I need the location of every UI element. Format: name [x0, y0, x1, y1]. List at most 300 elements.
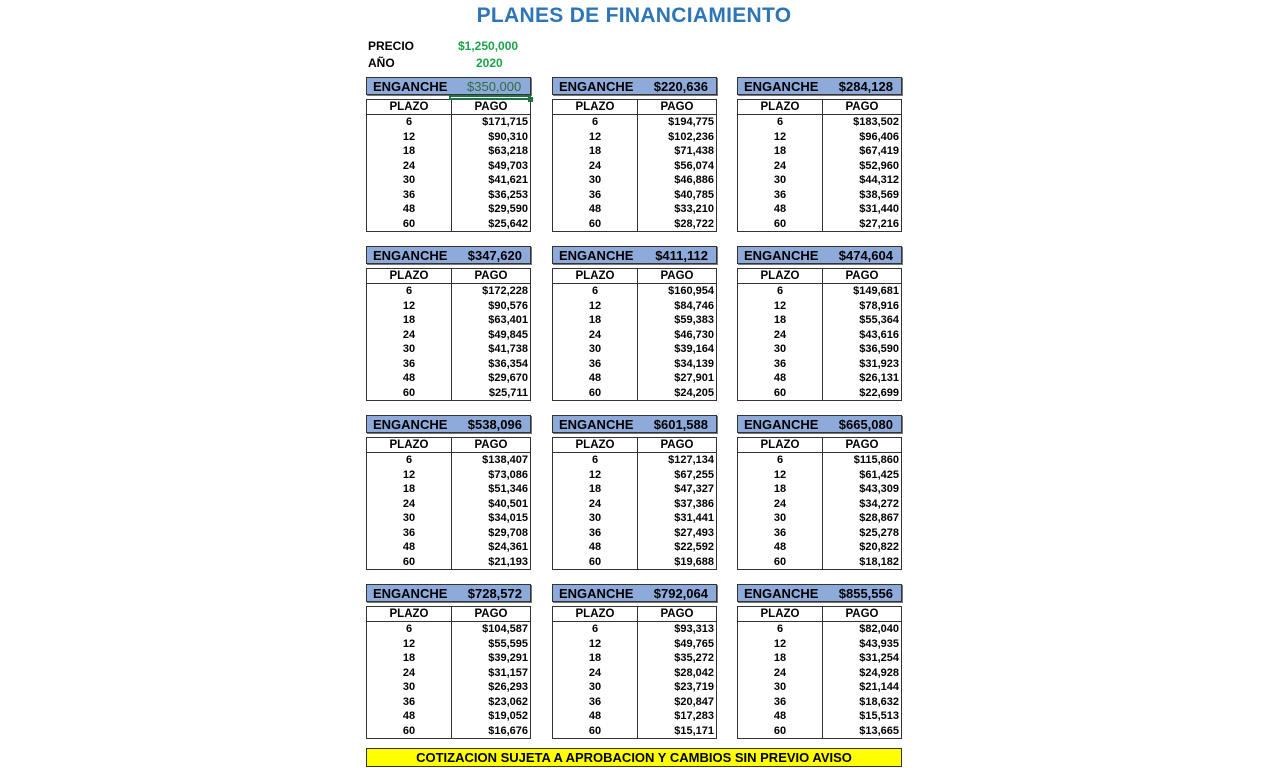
- table-row: [553, 159, 717, 174]
- table-header-row: [738, 100, 902, 115]
- pago-cell: $24,205: [674, 386, 714, 399]
- plazo-cell: 36: [553, 695, 638, 710]
- pago-header: PAGO: [823, 607, 902, 622]
- enganche-amount[interactable]: $350,000: [467, 78, 522, 94]
- pago-cell: $27,216: [859, 217, 899, 230]
- pago-cell: $55,364: [859, 314, 899, 327]
- plazo-cell: 48: [738, 371, 823, 386]
- table-row: [367, 709, 531, 724]
- table-row: [553, 284, 717, 299]
- plazo-cell: 48: [738, 202, 823, 217]
- pago-cell: $93,313: [674, 623, 714, 636]
- pago-cell: $34,139: [674, 357, 714, 370]
- table-row: [738, 115, 902, 130]
- table-row: [738, 555, 902, 570]
- table-row: [738, 159, 902, 174]
- plazo-cell: 60: [367, 386, 452, 401]
- table-row: [553, 680, 717, 695]
- table-row: [738, 540, 902, 555]
- pago-cell: $20,822: [859, 541, 899, 554]
- selected-cell-outline[interactable]: [449, 95, 531, 100]
- table-row: [553, 202, 717, 217]
- pago-cell: $13,665: [859, 724, 899, 737]
- payment-table: [366, 99, 531, 232]
- pago-cell: $171,715: [482, 116, 528, 129]
- plazo-cell: 6: [553, 115, 638, 130]
- table-header-row: [738, 269, 902, 284]
- plazo-cell: 60: [367, 217, 452, 232]
- table-row: [738, 497, 902, 512]
- enganche-amount: $474,604: [838, 247, 893, 263]
- pago-cell: $47,327: [674, 483, 714, 496]
- plazo-cell: 36: [738, 695, 823, 710]
- pago-cell: $115,860: [853, 454, 899, 467]
- plazo-cell: 24: [738, 328, 823, 343]
- pago-cell: $71,438: [674, 145, 714, 158]
- plazo-header: PLAZO: [367, 438, 452, 453]
- plan-block: [737, 77, 902, 232]
- pago-cell: $104,587: [482, 623, 528, 636]
- table-row: [367, 202, 531, 217]
- payment-table: [552, 99, 717, 232]
- enganche-label: ENGANCHE: [373, 585, 448, 601]
- enganche-header: [366, 415, 531, 433]
- plazo-cell: 24: [553, 328, 638, 343]
- plazo-cell: 60: [553, 386, 638, 401]
- table-row: [738, 386, 902, 401]
- table-row: [553, 342, 717, 357]
- table-header-row: [367, 607, 531, 622]
- table-header-row: [738, 607, 902, 622]
- table-row: [738, 637, 902, 652]
- disclaimer-banner: COTIZACION SUJETA A APROBACION Y CAMBIOS SIN PREVIO AVISO: [366, 748, 902, 767]
- anio-value[interactable]: 2020: [476, 56, 503, 70]
- table-header-row: [553, 100, 717, 115]
- table-row: [367, 115, 531, 130]
- table-row: [367, 666, 531, 681]
- pago-cell: $31,254: [859, 652, 899, 665]
- table-row: [367, 651, 531, 666]
- plazo-cell: 60: [738, 386, 823, 401]
- table-row: [553, 695, 717, 710]
- enganche-amount: $220,636: [653, 78, 708, 94]
- plan-block: [737, 415, 902, 570]
- table-row: [553, 651, 717, 666]
- plazo-cell: 18: [738, 313, 823, 328]
- pago-cell: $35,272: [674, 652, 714, 665]
- plazo-header: PLAZO: [553, 100, 638, 115]
- plazo-cell: 36: [367, 695, 452, 710]
- pago-cell: $31,440: [859, 203, 899, 216]
- pago-cell: $36,253: [488, 188, 528, 201]
- plazo-cell: 12: [738, 637, 823, 652]
- table-header-row: [553, 438, 717, 453]
- plazo-cell: 60: [553, 724, 638, 739]
- pago-cell: $55,595: [488, 637, 528, 650]
- table-row: [553, 371, 717, 386]
- plazo-cell: 48: [367, 540, 452, 555]
- pago-cell: $56,074: [674, 159, 714, 172]
- plan-block: [737, 246, 902, 401]
- pago-cell: $82,040: [859, 623, 899, 636]
- table-row: [553, 130, 717, 145]
- table-row: [367, 497, 531, 512]
- plazo-cell: 6: [553, 622, 638, 637]
- pago-header: PAGO: [823, 269, 902, 284]
- table-row: [738, 328, 902, 343]
- plazo-cell: 30: [553, 680, 638, 695]
- table-row: [553, 173, 717, 188]
- pago-cell: $36,354: [488, 357, 528, 370]
- table-row: [553, 482, 717, 497]
- enganche-amount: $538,096: [467, 416, 522, 432]
- pago-cell: $172,228: [482, 285, 528, 298]
- enganche-label: ENGANCHE: [373, 247, 448, 263]
- payment-table: [737, 268, 902, 401]
- plazo-cell: 30: [738, 680, 823, 695]
- plazo-cell: 6: [553, 453, 638, 468]
- plazo-cell: 30: [738, 342, 823, 357]
- table-row: [367, 622, 531, 637]
- pago-cell: $49,765: [674, 637, 714, 650]
- table-row: [738, 188, 902, 203]
- pago-header: PAGO: [638, 607, 717, 622]
- table-row: [553, 386, 717, 401]
- plazo-cell: 18: [553, 144, 638, 159]
- table-row: [553, 540, 717, 555]
- plazo-cell: 18: [553, 482, 638, 497]
- table-row: [367, 511, 531, 526]
- plazo-cell: 24: [553, 497, 638, 512]
- plazo-cell: 6: [367, 622, 452, 637]
- plazo-header: PLAZO: [738, 100, 823, 115]
- plazo-cell: 18: [367, 313, 452, 328]
- pago-cell: $28,042: [674, 666, 714, 679]
- pago-cell: $39,291: [488, 652, 528, 665]
- pago-cell: $49,703: [488, 159, 528, 172]
- pago-cell: $18,632: [859, 695, 899, 708]
- payment-table: [366, 268, 531, 401]
- pago-cell: $90,310: [488, 130, 528, 143]
- enganche-header: [366, 77, 531, 95]
- table-header-row: [367, 100, 531, 115]
- plazo-cell: 12: [553, 299, 638, 314]
- plazo-cell: 48: [367, 371, 452, 386]
- table-row: [367, 453, 531, 468]
- table-row: [553, 328, 717, 343]
- pago-cell: $34,015: [488, 512, 528, 525]
- table-row: [367, 299, 531, 314]
- pago-cell: $27,493: [674, 526, 714, 539]
- pago-cell: $46,730: [674, 328, 714, 341]
- table-row: [738, 313, 902, 328]
- pago-cell: $28,722: [674, 217, 714, 230]
- plazo-cell: 24: [738, 497, 823, 512]
- plazo-cell: 18: [738, 651, 823, 666]
- enganche-label: ENGANCHE: [373, 416, 448, 432]
- pago-cell: $59,383: [674, 314, 714, 327]
- table-header-row: [553, 269, 717, 284]
- plazo-cell: 6: [738, 453, 823, 468]
- plazo-cell: 48: [553, 709, 638, 724]
- plan-block: [552, 415, 717, 570]
- pago-cell: $25,278: [859, 526, 899, 539]
- table-row: [738, 357, 902, 372]
- plazo-header: PLAZO: [738, 607, 823, 622]
- plazo-cell: 30: [367, 173, 452, 188]
- table-row: [738, 144, 902, 159]
- pago-cell: $16,676: [488, 724, 528, 737]
- pago-header: PAGO: [823, 438, 902, 453]
- enganche-label: ENGANCHE: [559, 78, 634, 94]
- plazo-cell: 24: [367, 497, 452, 512]
- table-row: [738, 724, 902, 739]
- table-row: [553, 497, 717, 512]
- enganche-amount: $601,588: [653, 416, 708, 432]
- pago-cell: $49,845: [488, 328, 528, 341]
- plazo-cell: 36: [738, 526, 823, 541]
- plazo-cell: 12: [553, 637, 638, 652]
- plazo-cell: 30: [367, 680, 452, 695]
- pago-cell: $46,886: [674, 174, 714, 187]
- pago-cell: $26,131: [859, 372, 899, 385]
- table-row: [367, 555, 531, 570]
- table-header-row: [367, 438, 531, 453]
- enganche-amount: $411,112: [655, 247, 708, 263]
- pago-header: PAGO: [638, 438, 717, 453]
- pago-cell: $102,236: [668, 130, 714, 143]
- enganche-label: ENGANCHE: [559, 416, 634, 432]
- table-row: [738, 680, 902, 695]
- plazo-header: PLAZO: [367, 269, 452, 284]
- plazo-cell: 18: [367, 651, 452, 666]
- pago-cell: $90,576: [488, 299, 528, 312]
- plan-block: [552, 584, 717, 739]
- enganche-label: ENGANCHE: [744, 416, 819, 432]
- plazo-cell: 48: [738, 709, 823, 724]
- table-row: [367, 173, 531, 188]
- pago-cell: $41,738: [488, 343, 528, 356]
- table-row: [738, 284, 902, 299]
- pago-cell: $43,616: [859, 328, 899, 341]
- plazo-cell: 60: [367, 555, 452, 570]
- table-row: [738, 526, 902, 541]
- table-row: [367, 637, 531, 652]
- pago-cell: $160,954: [668, 285, 714, 298]
- plan-block: [366, 77, 531, 232]
- pago-cell: $21,144: [859, 681, 899, 694]
- pago-cell: $96,406: [859, 130, 899, 143]
- pago-cell: $37,386: [674, 497, 714, 510]
- table-row: [553, 453, 717, 468]
- pago-cell: $149,681: [853, 285, 899, 298]
- plan-block: [737, 584, 902, 739]
- plazo-cell: 36: [553, 526, 638, 541]
- pago-cell: $44,312: [859, 174, 899, 187]
- table-row: [553, 709, 717, 724]
- enganche-amount: $347,620: [467, 247, 522, 263]
- fill-handle[interactable]: [528, 97, 533, 102]
- table-row: [738, 173, 902, 188]
- plazo-cell: 24: [367, 328, 452, 343]
- plazo-cell: 48: [367, 709, 452, 724]
- precio-value[interactable]: $1,250,000: [458, 39, 519, 53]
- plazo-cell: 12: [738, 130, 823, 145]
- pago-cell: $28,867: [859, 512, 899, 525]
- plazo-cell: 12: [738, 468, 823, 483]
- table-row: [367, 468, 531, 483]
- table-row: [367, 144, 531, 159]
- table-row: [553, 526, 717, 541]
- plazo-cell: 24: [738, 159, 823, 174]
- plazo-cell: 36: [367, 526, 452, 541]
- pago-cell: $127,134: [668, 454, 714, 467]
- table-row: [367, 313, 531, 328]
- plazo-cell: 24: [738, 666, 823, 681]
- plazo-cell: 18: [553, 651, 638, 666]
- plazo-cell: 12: [367, 299, 452, 314]
- table-row: [553, 666, 717, 681]
- enganche-header: [737, 77, 902, 95]
- pago-cell: $29,670: [488, 372, 528, 385]
- plazo-cell: 12: [553, 468, 638, 483]
- pago-cell: $33,210: [674, 203, 714, 216]
- pago-header: PAGO: [638, 100, 717, 115]
- payment-table: [552, 268, 717, 401]
- pago-cell: $183,502: [853, 116, 899, 129]
- plazo-cell: 60: [553, 217, 638, 232]
- table-row: [738, 482, 902, 497]
- payment-table: [552, 606, 717, 739]
- enganche-label: ENGANCHE: [559, 247, 634, 263]
- pago-cell: $84,746: [674, 299, 714, 312]
- table-row: [553, 724, 717, 739]
- enganche-label: ENGANCHE: [373, 78, 448, 94]
- pago-cell: $19,688: [674, 555, 714, 568]
- plazo-cell: 48: [553, 202, 638, 217]
- plazo-cell: 36: [738, 357, 823, 372]
- pago-cell: $40,785: [674, 188, 714, 201]
- table-row: [738, 666, 902, 681]
- enganche-header: [366, 584, 531, 602]
- plazo-cell: 6: [367, 284, 452, 299]
- plazo-cell: 6: [738, 115, 823, 130]
- table-row: [553, 313, 717, 328]
- payment-table: [737, 437, 902, 570]
- enganche-amount: $284,128: [838, 78, 893, 94]
- plazo-cell: 36: [553, 357, 638, 372]
- plazo-cell: 6: [738, 622, 823, 637]
- pago-header: PAGO: [452, 438, 531, 453]
- plazo-cell: 60: [738, 724, 823, 739]
- plazo-cell: 24: [553, 666, 638, 681]
- plazo-cell: 30: [738, 511, 823, 526]
- plazo-cell: 18: [553, 313, 638, 328]
- table-row: [738, 453, 902, 468]
- plazo-cell: 30: [553, 342, 638, 357]
- plazo-cell: 48: [367, 202, 452, 217]
- table-header-row: [553, 607, 717, 622]
- plan-block: [552, 246, 717, 401]
- table-row: [738, 342, 902, 357]
- table-header-row: [738, 438, 902, 453]
- plazo-cell: 60: [738, 555, 823, 570]
- pago-cell: $36,590: [859, 343, 899, 356]
- pago-cell: $17,283: [674, 710, 714, 723]
- pago-cell: $25,711: [488, 386, 528, 399]
- plazo-cell: 36: [367, 188, 452, 203]
- table-row: [367, 357, 531, 372]
- pago-cell: $25,642: [488, 217, 528, 230]
- pago-cell: $41,621: [488, 174, 528, 187]
- plazo-cell: 12: [367, 130, 452, 145]
- table-row: [738, 695, 902, 710]
- table-row: [367, 130, 531, 145]
- table-row: [367, 328, 531, 343]
- plazo-header: PLAZO: [553, 438, 638, 453]
- plazo-cell: 48: [553, 371, 638, 386]
- pago-cell: $43,935: [859, 637, 899, 650]
- enganche-amount: $855,556: [838, 585, 893, 601]
- pago-cell: $52,960: [859, 159, 899, 172]
- table-row: [738, 709, 902, 724]
- pago-cell: $20,847: [674, 695, 714, 708]
- table-row: [367, 284, 531, 299]
- plazo-cell: 12: [553, 130, 638, 145]
- table-row: [367, 342, 531, 357]
- pago-cell: $67,255: [674, 468, 714, 481]
- pago-cell: $31,441: [674, 512, 714, 525]
- table-row: [367, 526, 531, 541]
- pago-cell: $24,928: [859, 666, 899, 679]
- enganche-label: ENGANCHE: [559, 585, 634, 601]
- enganche-header: [552, 415, 717, 433]
- pago-cell: $22,699: [859, 386, 899, 399]
- plazo-cell: 60: [738, 217, 823, 232]
- pago-header: PAGO: [638, 269, 717, 284]
- plazo-cell: 6: [367, 453, 452, 468]
- pago-cell: $18,182: [859, 555, 899, 568]
- plazo-cell: 24: [367, 666, 452, 681]
- plan-block: [552, 77, 717, 232]
- table-row: [553, 468, 717, 483]
- pago-header: PAGO: [452, 100, 531, 115]
- plazo-cell: 30: [738, 173, 823, 188]
- table-row: [553, 622, 717, 637]
- enganche-header: [552, 246, 717, 264]
- table-row: [553, 299, 717, 314]
- pago-header: PAGO: [452, 607, 531, 622]
- pago-cell: $61,425: [859, 468, 899, 481]
- plazo-header: PLAZO: [738, 438, 823, 453]
- table-row: [367, 482, 531, 497]
- plazo-cell: 18: [367, 482, 452, 497]
- plan-block: [366, 584, 531, 739]
- table-row: [738, 511, 902, 526]
- payment-table: [366, 606, 531, 739]
- pago-cell: $138,407: [482, 454, 528, 467]
- plazo-cell: 12: [738, 299, 823, 314]
- table-row: [553, 188, 717, 203]
- payment-table: [737, 99, 902, 232]
- plazo-cell: 30: [553, 173, 638, 188]
- plazo-cell: 30: [367, 342, 452, 357]
- plazo-cell: 24: [553, 159, 638, 174]
- enganche-label: ENGANCHE: [744, 78, 819, 94]
- table-row: [367, 680, 531, 695]
- enganche-amount: $728,572: [467, 585, 522, 601]
- pago-cell: $21,193: [488, 555, 528, 568]
